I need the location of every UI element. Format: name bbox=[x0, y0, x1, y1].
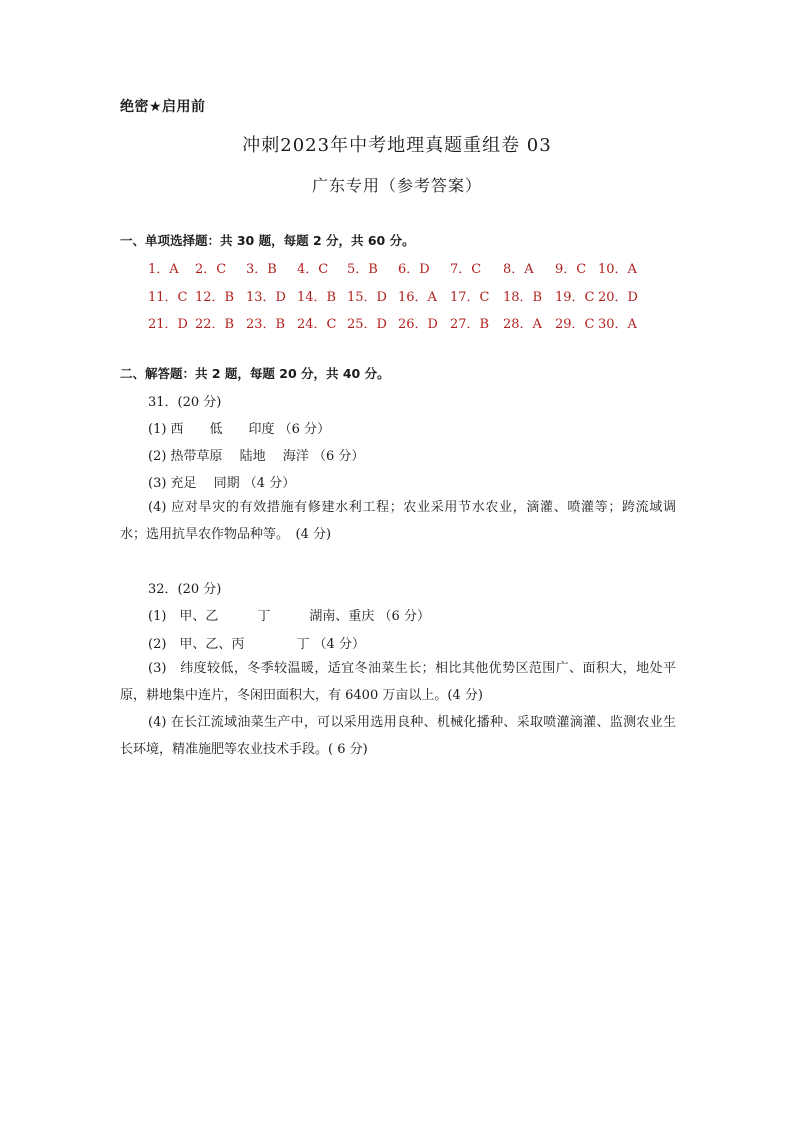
confidential-label: 绝密★启用前 bbox=[120, 99, 206, 115]
answer-item: 21．D bbox=[148, 317, 188, 332]
answer-item: 11．C bbox=[148, 290, 188, 305]
answer-item: 14．B bbox=[297, 290, 337, 305]
answer-item: 24．C bbox=[297, 317, 337, 332]
q32-answer-2: (2) 甲、乙、丙 丁 （4 分） bbox=[148, 637, 365, 652]
q31-title: 31．(20 分) bbox=[148, 395, 222, 410]
section2-heading: 二、解答题：共 2 题，每题 20 分，共 40 分。 bbox=[120, 366, 390, 381]
answer-item: 10．A bbox=[598, 262, 637, 277]
answer-item: 8．A bbox=[503, 262, 534, 277]
answer-item: 9．C bbox=[555, 262, 587, 277]
answer-item: 19．C bbox=[555, 290, 595, 305]
q32-answer-4: (4) 在长江流域油菜生产中，可以采用选用良种、机械化播种、采取喷灌滴灌、监测农业生长环境，精准施肥等农业技术手段。( 6 分) bbox=[120, 715, 676, 757]
answer-item: 13．D bbox=[246, 290, 286, 305]
answer-item: 30．A bbox=[598, 317, 637, 332]
q32-title: 32．(20 分) bbox=[148, 582, 222, 597]
answer-item: 17．C bbox=[450, 290, 490, 305]
page-subtitle: 广东专用（参考答案） bbox=[311, 176, 482, 195]
answer-item: 2．C bbox=[195, 262, 227, 277]
q32-answer-3: (3) 纬度较低，冬季较温暖，适宜冬油菜生长；相比其他优势区范围广、面积大，地处平原，耕地集中连片，冬闲田面积大，有 6400 万亩以上。(4 分) bbox=[120, 661, 676, 703]
answer-item: 16．A bbox=[398, 290, 437, 305]
answer-item: 15．D bbox=[347, 290, 387, 305]
answer-item: 7．C bbox=[450, 262, 482, 277]
answer-item: 20．D bbox=[598, 290, 638, 305]
q31-answer-3: (3) 充足 同期 （4 分） bbox=[148, 476, 296, 491]
q32-answer-1: (1) 甲、乙 丁 湖南、重庆 （6 分） bbox=[148, 609, 430, 624]
answer-item: 6．D bbox=[398, 262, 430, 277]
answer-item: 1．A bbox=[148, 262, 179, 277]
answer-item: 5．B bbox=[347, 262, 378, 277]
answer-item: 26．D bbox=[398, 317, 438, 332]
q31-answer-2: (2) 热带草原 陆地 海洋 （6 分） bbox=[148, 449, 365, 464]
answer-item: 23．B bbox=[246, 317, 286, 332]
answer-item: 18．B bbox=[503, 290, 543, 305]
answer-item: 3．B bbox=[246, 262, 277, 277]
page-title: 冲刺2023年中考地理真题重组卷 03 bbox=[242, 135, 552, 156]
answer-item: 22．B bbox=[195, 317, 235, 332]
answer-item: 27．B bbox=[450, 317, 490, 332]
answer-item: 28．A bbox=[503, 317, 542, 332]
answer-item: 25．D bbox=[347, 317, 387, 332]
answer-item: 29．C bbox=[555, 317, 595, 332]
answer-item: 4．C bbox=[297, 262, 329, 277]
section1-heading: 一、单项选择题：共 30 题，每题 2 分，共 60 分。 bbox=[120, 233, 415, 248]
q31-answer-4: (4) 应对旱灾的有效措施有修建水利工程；农业采用节水农业，滴灌、喷灌等；跨流域调水；选用抗旱农作物品种等。 (4 分) bbox=[120, 500, 676, 542]
answer-item: 12．B bbox=[195, 290, 235, 305]
q31-answer-1: (1) 西 低 印度 （6 分） bbox=[148, 422, 331, 437]
